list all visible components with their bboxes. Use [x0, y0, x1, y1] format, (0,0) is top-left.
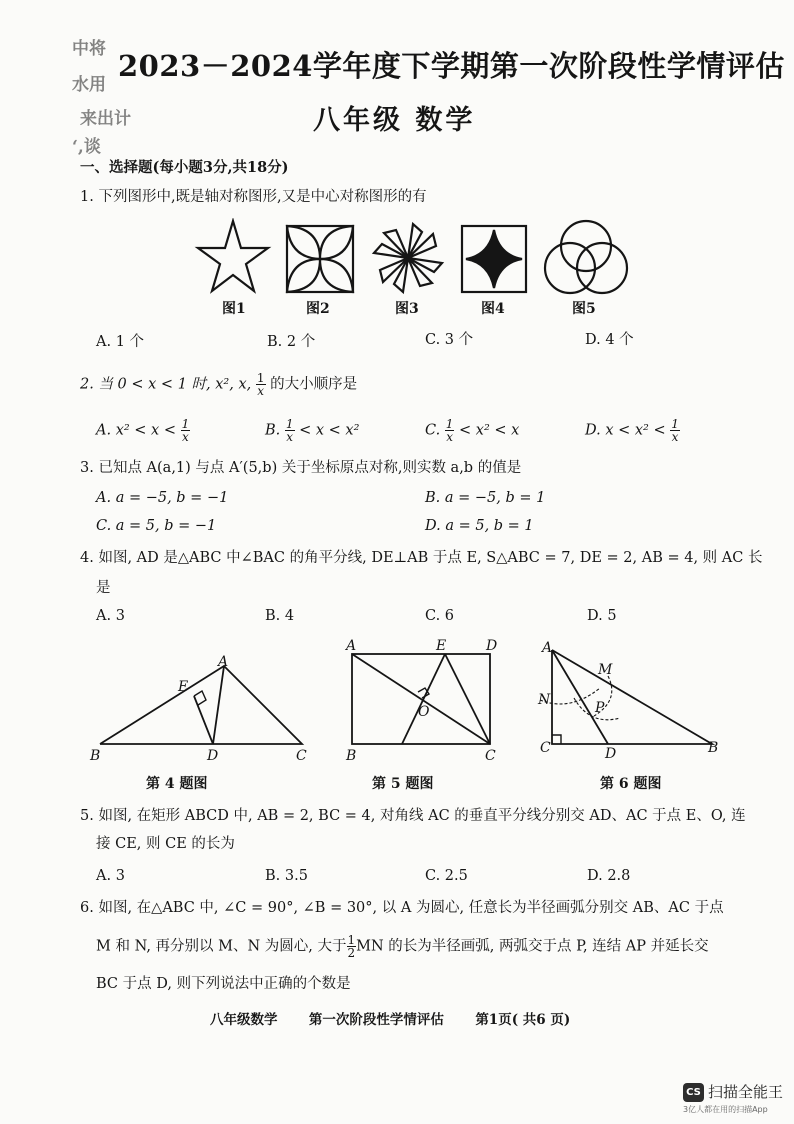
q1-option-a: A. 1 个: [96, 334, 145, 350]
q2-option-c: C. $\frac{1}{x}$ < x² < x: [425, 417, 520, 444]
fig4-triangle: [100, 666, 302, 744]
fig6-label-m: M: [598, 662, 613, 678]
margin-note-3: 来出计: [80, 109, 131, 129]
q6-stem-line3: BC 于点 D, 则下列说法中正确的个数是: [96, 976, 351, 992]
fig6-label-c: C: [540, 740, 551, 756]
camscanner-logo-icon: CS: [683, 1083, 704, 1102]
pinwheel-shape: [374, 224, 442, 292]
q5-stem-line1: 5. 如图, 在矩形 ABCD 中, AB = 2, BC = 4, 对角线 AC 的垂直平分线分别交 AD、AC 于点 E、O, 连: [80, 808, 746, 824]
fig5-label-d: D: [486, 638, 498, 654]
q2-stem-post: 的大小顺序是: [265, 376, 358, 393]
fig6-label-p: P: [595, 700, 605, 716]
fig6-caption: 第 6 题图: [600, 776, 662, 792]
q3-option-c: C. a = 5, b = −1: [96, 518, 217, 534]
margin-note-1: 中将: [72, 39, 106, 59]
fig1-label: 图1: [222, 301, 246, 317]
q4-stem-line2: 是: [96, 580, 111, 596]
fig6-label-a: A: [542, 640, 553, 656]
fig3-label: 图3: [395, 301, 419, 317]
q3-stem: 3. 已知点 A(a,1) 与点 A′(5,b) 关于坐标原点对称,则实数 a,b 的值是: [80, 460, 522, 476]
fig5-caption: 第 5 题图: [372, 776, 434, 792]
camscanner-tagline: 3亿人都在用的扫描App: [683, 1105, 768, 1114]
q4-option-c: C. 6: [425, 608, 455, 624]
q5-option-b: B. 3.5: [265, 868, 308, 884]
fig4-caption: 第 4 题图: [146, 776, 208, 792]
fig4-label-c: C: [296, 748, 307, 764]
fig4-label: 图4: [481, 301, 505, 317]
q1-option-d: D. 4 个: [585, 332, 634, 348]
fig5-label-o: O: [418, 704, 430, 720]
q5-option-c: C. 2.5: [425, 868, 468, 884]
q1-option-b: B. 2 个: [267, 334, 316, 350]
square-petal-shape: [287, 226, 353, 292]
q2-stem-frac: $\frac{1}{x}$: [256, 371, 265, 398]
q6-stem-line2: M 和 N, 再分别以 M、N 为圆心, 大于 $\frac{1}{2}$ MN 的长为半径画弧, 两弧交于点 P, 连结 AP 并延长交: [96, 933, 709, 960]
q4-option-a: A. 3: [96, 608, 125, 624]
q2-option-b: B. $\frac{1}{x}$ < x < x²: [265, 417, 360, 444]
section-heading: 一、选择题(每小题3分,共18分): [80, 159, 289, 176]
exam-subtitle: 八年级 数学: [313, 105, 476, 136]
q3-option-d: D. a = 5, b = 1: [425, 518, 534, 534]
fig6-label-d: D: [605, 746, 617, 762]
q4-stem-line1: 4. 如图, AD 是△ABC 中∠BAC 的角平分线, DE⊥AB 于点 E, S△ABC = 7, DE = 2, AB = 4, 则 AC 长: [80, 550, 763, 566]
fig6-label-n: N: [538, 692, 551, 708]
fig5-rectangle: [352, 654, 490, 744]
q3-option-b: B. a = −5, b = 1: [425, 490, 546, 506]
fig5-label: 图5: [572, 301, 596, 317]
fig5-label-c: C: [485, 748, 496, 764]
q2-stem-pre: 2. 当 0 < x < 1 时, x², x,: [80, 376, 256, 393]
q4-option-d: D. 5: [587, 608, 617, 624]
fig4-label-e: E: [178, 679, 189, 695]
q5-option-d: D. 2.8: [587, 868, 631, 884]
q4-option-b: B. 4: [265, 608, 295, 624]
fig6-label-b: B: [708, 740, 719, 756]
fig6-triangle: [540, 650, 712, 744]
q1-stem: 1. 下列图形中,既是轴对称图形,又是中心对称图形的有: [80, 189, 427, 205]
margin-note-4: ‘,谈: [72, 137, 101, 157]
q5-option-a: A. 3: [96, 868, 125, 884]
page-footer: [210, 1008, 570, 1028]
exam-title: 2023－2024学年度下学期第一次阶段性学情评估: [118, 49, 785, 83]
footer-page-number: 第1页( 共6 页): [475, 1012, 571, 1028]
footer-subject: 八年级数学: [210, 1012, 278, 1028]
margin-note-2: 水用: [72, 75, 106, 95]
fig4-label-a: A: [218, 654, 229, 670]
fig5-label-a: A: [346, 638, 357, 654]
q5-stem-line2: 接 CE, 则 CE 的长为: [96, 836, 235, 852]
q3-option-a: A. a = −5, b = −1: [96, 490, 229, 506]
fig4-label-d: D: [207, 748, 219, 764]
square-star-shape: [462, 226, 526, 292]
q2-option-d: D. x < x² < $\frac{1}{x}$: [585, 417, 679, 444]
q6-stem-line1: 6. 如图, 在△ABC 中, ∠C = 90°, ∠B = 30°, 以 A 为圆心, 任意长为半径画弧分别交 AB、AC 于点: [80, 900, 724, 916]
q2-option-a: A. x² < x < $\frac{1}{x}$: [96, 417, 190, 444]
fig4-label-b: B: [90, 748, 101, 764]
geometry-figures: [80, 636, 740, 796]
star-shape: [198, 221, 268, 291]
fig5-label-b: B: [346, 748, 357, 764]
fig2-label: 图2: [306, 301, 330, 317]
fig5-label-e: E: [436, 638, 447, 654]
q1-figures: [190, 218, 640, 318]
q2-stem: [80, 372, 357, 397]
q1-option-c: C. 3 个: [425, 332, 474, 348]
footer-exam: 第一次阶段性学情评估: [308, 1012, 444, 1028]
three-circles-shape: [545, 221, 627, 293]
camscanner-name: 扫描全能王: [708, 1083, 784, 1101]
